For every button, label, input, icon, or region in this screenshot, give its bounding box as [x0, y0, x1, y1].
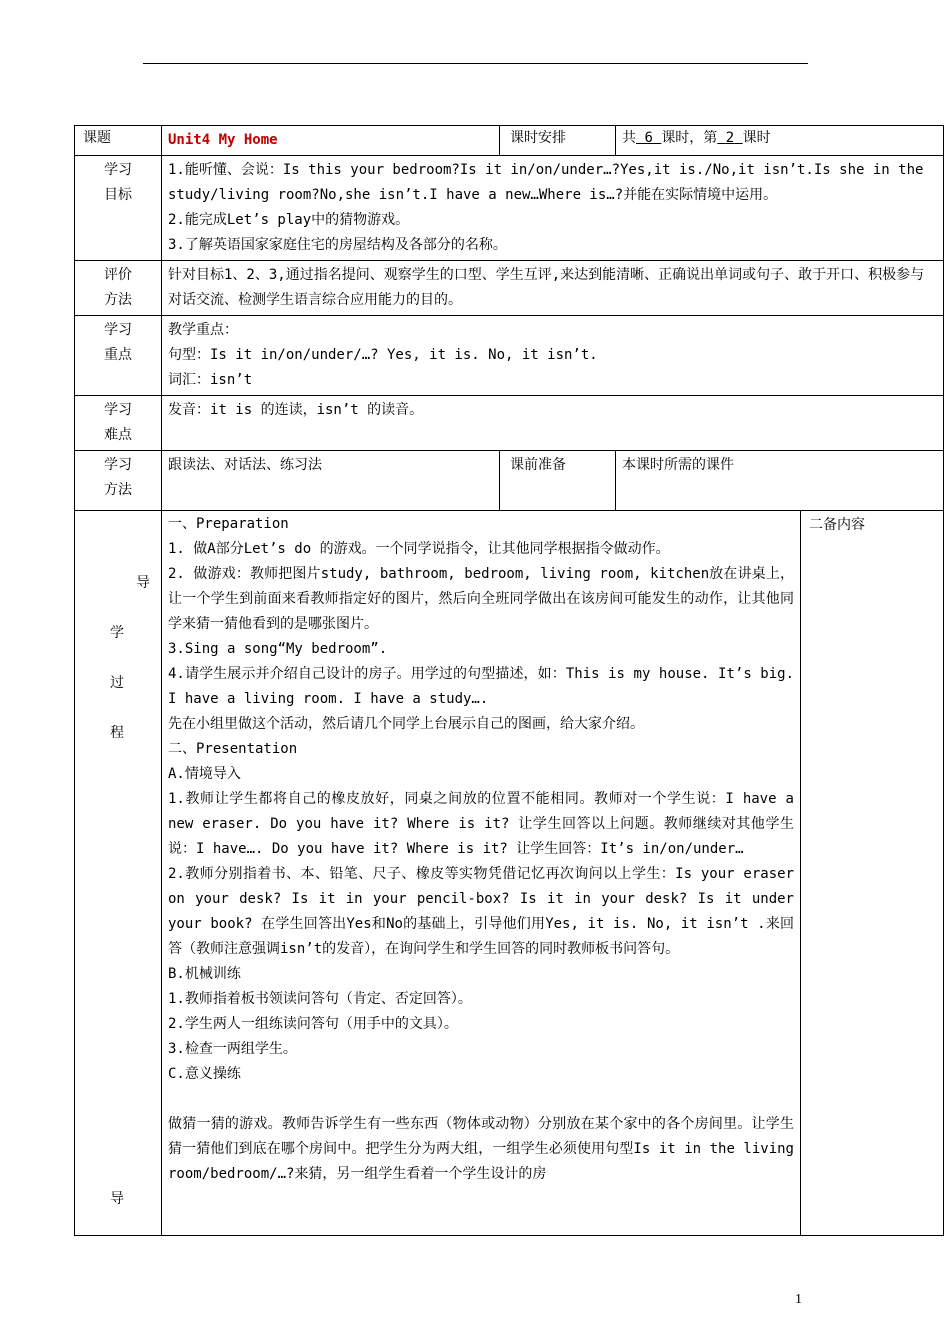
row-methods: [75, 451, 944, 511]
objectives-content: [162, 156, 944, 261]
difficulties-content: 发音：it is 的连读，isn’t 的读音。: [162, 396, 944, 451]
process-line: 先在小组里做这个活动，然后请几个同学上台展示自己的图画，给大家介绍。: [168, 716, 644, 732]
lesson-title: Unit4 My Home: [162, 126, 500, 156]
process-line: 二、Presentation: [168, 741, 298, 757]
process-line: A.情境导入: [168, 766, 241, 782]
notes-header: 二备内容: [809, 517, 865, 533]
objectives-label: 学习 目标: [75, 156, 162, 261]
topic-label: 课题: [75, 126, 162, 156]
schedule-label: 课时安排: [500, 126, 616, 156]
header-rule: [143, 63, 808, 64]
process-content: [162, 511, 801, 1236]
prep-content: 本课时所需的课件: [616, 451, 944, 511]
methods-content: 跟读法、对话法、练习法: [162, 451, 500, 511]
row-evaluation: [75, 261, 944, 316]
key-points-label: 学习 重点: [75, 316, 162, 396]
row-objectives: [75, 156, 944, 261]
current-period: 2: [725, 130, 735, 146]
objective-2: 2.能完成Let’s play中的猜物游戏。: [168, 212, 410, 228]
row-difficulties: [75, 396, 944, 451]
process-line: 4.请学生展示并介绍自己设计的房子。用学过的句型描述，如：This is my house. It’s big. I have a living room. I have a study….: [168, 666, 794, 707]
process-line: C.意义操练: [168, 1066, 241, 1082]
evaluation-content: 针对目标1、2、3,通过指名提问、观察学生的口型、学生互评,来达到能清晰、正确说出单词或句子、敢于开口、积极参与对话交流、检测学生语言综合应用能力的目的。: [162, 261, 944, 316]
process-line: 2. 做游戏：教师把图片study, bathroom, bedroom, living room, kitchen放在讲桌上，让一个学生到前面来看教师指定好的图片，然后向全班同学做出在该房间可能发生的动作，让其他同学来猜一猜他看到的是哪张图片。: [168, 566, 794, 632]
process-line: 3.检查一两组学生。: [168, 1041, 297, 1057]
row-process: [75, 511, 944, 1236]
evaluation-label: 评价 方法: [75, 261, 162, 316]
process-line: 1. 做A部分Let’s do 的游戏。一个同学说指令，让其他同学根据指令做动作。: [168, 541, 670, 557]
prep-label: 课前准备: [500, 451, 616, 511]
notes-column: [801, 511, 944, 1236]
row-topic: [75, 126, 944, 156]
difficulties-label: 学习 难点: [75, 396, 162, 451]
process-line: 2.教师分别指着书、本、铅笔、尺子、橡皮等实物凭借记忆再次询问以上学生：Is your eraser on your desk? Is it in your pencil-box? Is it in your desk? Is it under your book? 在学生回答出Yes和No的基础上，引导他们用Yes, it is. No, it isn’t .来回答（教师注意强调isn’t的发音），在询问学生和学生回答的同时教师板书问答句。: [168, 866, 794, 957]
row-key-points: [75, 316, 944, 396]
process-line: 1.教师让学生都将自己的橡皮放好，同桌之间放的位置不能相同。教师对一个学生说：I have a new eraser. Do you have it? Where is it? 让学生回答以上问题。教师继续对其他学生说：I have…. Do you have it? Where is it? 让学生回答：It’s in/on/under…: [168, 791, 794, 857]
process-line: 1.教师指着板书领读问答句（肯定、否定回答）。: [168, 991, 472, 1007]
process-line: 做猜一猜的游戏。教师告诉学生有一些东西（物体或动物）分别放在某个家中的各个房间里。让学生猜一猜他们到底在哪个房间中。把学生分为两大组，一组学生必须使用句型Is it in the living room/bedroom/…?来猜，另一组学生看着一个学生设计的房: [168, 1116, 794, 1182]
process-line: 2.学生两人一组练读问答句（用手中的文具）。: [168, 1016, 458, 1032]
process-line: B.机械训练: [168, 966, 241, 982]
key-points-content: 教学重点： 句型：Is it in/on/under/…? Yes, it is. No, it isn’t. 词汇：isn’t: [162, 316, 944, 396]
objective-3: 3.了解英语国家家庭住宅的房屋结构及各部分的名称。: [168, 237, 507, 253]
schedule-value: 共 6 课时，第 2 课时: [616, 126, 944, 156]
process-label: 导 学 过 程 导: [75, 511, 162, 1236]
page-number: 1: [795, 1292, 802, 1307]
lesson-plan-table: [74, 125, 944, 1236]
process-line: 一、Preparation: [168, 516, 289, 532]
methods-label: 学习 方法: [75, 451, 162, 511]
total-periods: 6: [644, 130, 653, 146]
process-line: 3.Sing a song“My bedroom”.: [168, 641, 388, 657]
objective-1: 1.能听懂、会说：Is this your bedroom?Is it in/on/under…?Yes,it is./No,it isn’t.Is she in the study/living room?No,she isn’t.I have a new…Where is…?并能在实际情境中运用。: [168, 162, 924, 203]
blank-line: [168, 1087, 794, 1112]
